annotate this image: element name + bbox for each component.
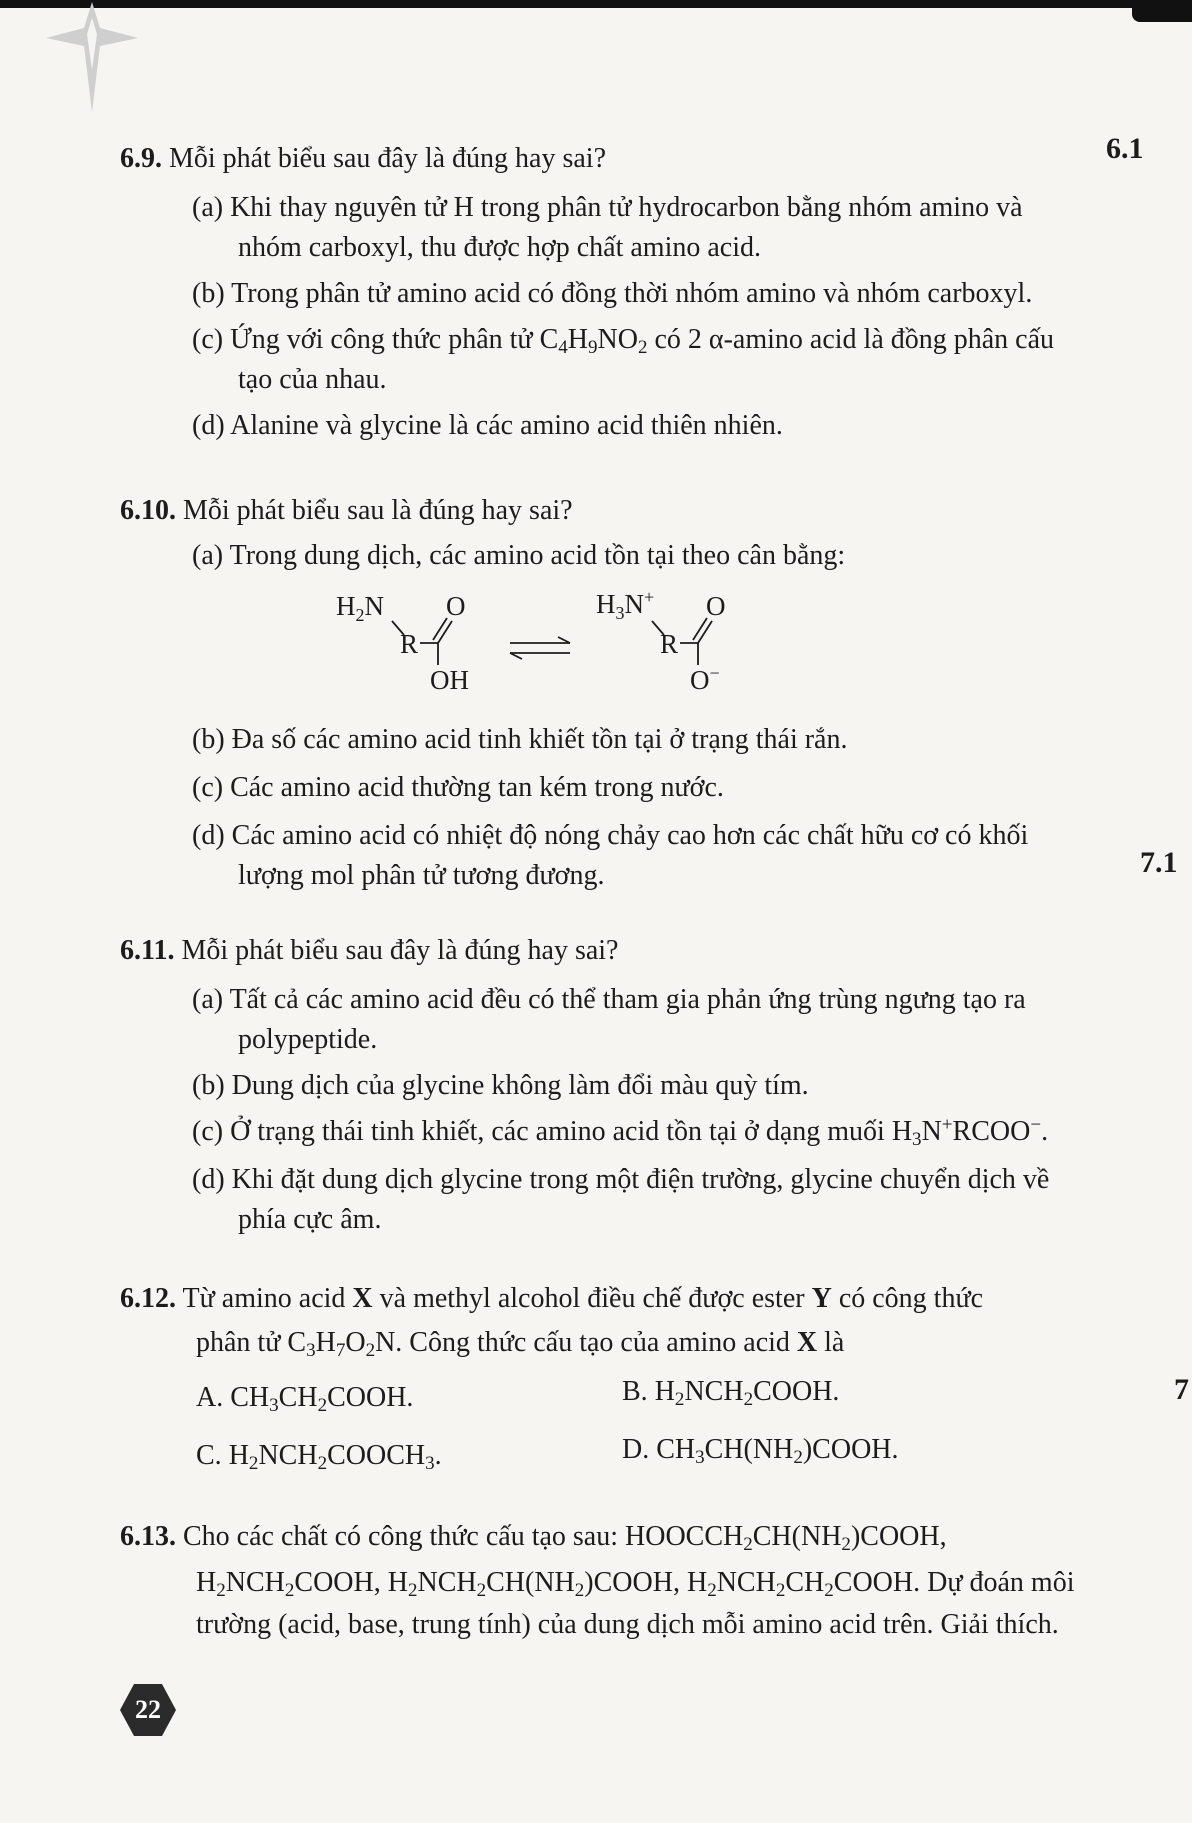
option-continuation: polypeptide. [238,1024,378,1055]
option-6-9-c: (c) Ứng với công thức phân tử $C_4H_9NO_2$ có 2 α-amino acid là đồng phân cấu tạo của nhau. [192,320,1142,400]
question-6-9-stem [120,140,1140,178]
top-border [0,0,1192,8]
top-corner-mark [1132,0,1192,22]
question-text-mid: và methyl alcohol điều chế được ester [372,1283,812,1314]
option-6-10-d [192,816,1142,896]
option-6-9-d: (d) Alanine và glycine là các amino acid thiên nhiên. [192,410,783,441]
question-text: Từ amino acid [182,1283,353,1314]
answer-letter: B. [622,1376,648,1407]
svg-text:H3N+: $H_3N^+$ [596,587,655,623]
question-number: 6.13. [120,1521,176,1552]
option-continuation: phía cực âm. [238,1204,382,1235]
svg-text:OH: OH [430,665,469,695]
question-number: 6.11. [120,935,175,966]
question-6-10-stem [120,492,1140,530]
svg-text:H2N: $H_2N$ [336,591,384,625]
option-6-9-a [192,188,1142,268]
question-text: Mỗi phát biểu sau đây là đúng hay sai? [169,143,607,174]
option-text: (c) Ở trạng thái tinh khiết, các amino acid tồn tại ở dạng muối H [192,1116,913,1147]
page-number: 22 [135,1695,161,1724]
answer-a: A. $CH_3CH_2COOH$. [196,1382,414,1416]
question-number: 6.10. [120,495,176,526]
answer-b: B. $H_2NCH_2COOH$. [622,1376,840,1410]
svg-text:R: R [400,629,419,659]
compound-x: X [352,1283,373,1314]
question-6-11-stem [120,932,1140,970]
question-number: 6.12. [120,1283,176,1314]
question-text-mid: N. Công thức cấu tạo của amino acid [375,1327,797,1358]
star-logo-icon [42,0,142,115]
option-text: (a) Tất cả các amino acid đều có thể tham gia phản ứng trùng ngưng tạo ra [192,984,1026,1015]
answer-d: D. $CH_3CH(NH_2)COOH$. [622,1434,899,1468]
side-label-1: 6.1 [1106,132,1144,165]
option-text-end: có 2 α-amino acid là đồng phân cấu [647,324,1055,355]
svg-text:O: O [446,591,466,621]
option-text: (d) Các amino acid có nhiệt độ nóng chảy cao hơn các chất hữu cơ có khối [192,820,1029,851]
option-continuation: nhóm carboxyl, thu được hợp chất amino acid. [238,232,761,263]
option-6-10-b: (b) Đa số các amino acid tinh khiết tồn tại ở trạng thái rắn. [192,724,848,755]
option-6-11-b: (b) Dung dịch của glycine không làm đổi màu quỳ tím. [192,1070,809,1101]
side-label-3: 7 [1174,1373,1189,1406]
question-text-end: Dự đoán môi [927,1567,1075,1598]
page-number-badge [120,1682,176,1738]
answer-letter: A. [196,1382,224,1413]
option-text: (a) Khi thay nguyên tử H trong phân tử hydrocarbon bằng nhóm amino và [192,192,1023,223]
answer-letter: C. [196,1440,222,1471]
question-6-13-stem: 6.13. Cho các chất có công thức cấu tạo sau: $HOOCCH_2CH(NH_2)COOH$, [120,1521,947,1555]
question-6-13-line2: $H_2NCH_2COOH$, $H_2NCH_2CH(NH_2)COOH$, $H_2NCH_2CH_2COOH$. Dự đoán môi [196,1567,1075,1601]
svg-text:R: R [660,629,679,659]
question-text: Mỗi phát biểu sau đây là đúng hay sai? [181,935,619,966]
option-continuation: tạo của nhau. [238,364,387,395]
question-text: Cho các chất có công thức cấu tạo sau: [183,1521,618,1552]
question-text: phân tử C [196,1327,307,1358]
question-6-12-stem [120,1280,1140,1318]
question-number: 6.9. [120,143,162,174]
amino-acid-equilibrium-diagram [320,585,760,695]
question-text-end: là [817,1327,845,1358]
side-label-2: 7.1 [1140,846,1178,879]
option-text: (d) Khi đặt dung dịch glycine trong một điện trường, glycine chuyển dịch về [192,1164,1050,1195]
option-6-9-b: (b) Trong phân tử amino acid có đồng thời nhóm amino và nhóm carboxyl. [192,278,1033,309]
question-6-13-line3: trường (acid, base, trung tính) của dung dịch mỗi amino acid trên. Giải thích. [196,1609,1059,1640]
svg-text:O−: O− [690,663,720,695]
answer-c: C. $H_2NCH_2COOCH_3$. [196,1440,442,1474]
answer-letter: D. [622,1434,650,1465]
option-6-11-c: (c) Ở trạng thái tinh khiết, các amino acid tồn tại ở dạng muối $H_3N^+RCOO^-$. [192,1114,1049,1150]
compound-y: Y [811,1283,832,1314]
option-continuation: lượng mol phân tử tương đương. [238,860,605,891]
option-text: (c) Ứng với công thức phân tử C [192,324,559,355]
option-6-10-c: (c) Các amino acid thường tan kém trong nước. [192,772,724,803]
option-6-11-d [192,1160,1142,1240]
question-text-end: có công thức [831,1283,984,1314]
svg-text:O: O [706,591,726,621]
option-6-10-a: (a) Trong dung dịch, các amino acid tồn tại theo cân bằng: [192,540,846,571]
question-6-12-line2: phân tử $C_3H_7O_2N$. Công thức cấu tạo của amino acid X là [196,1327,845,1361]
question-text: Mỗi phát biểu sau là đúng hay sai? [183,495,573,526]
option-6-11-a [192,980,1142,1060]
